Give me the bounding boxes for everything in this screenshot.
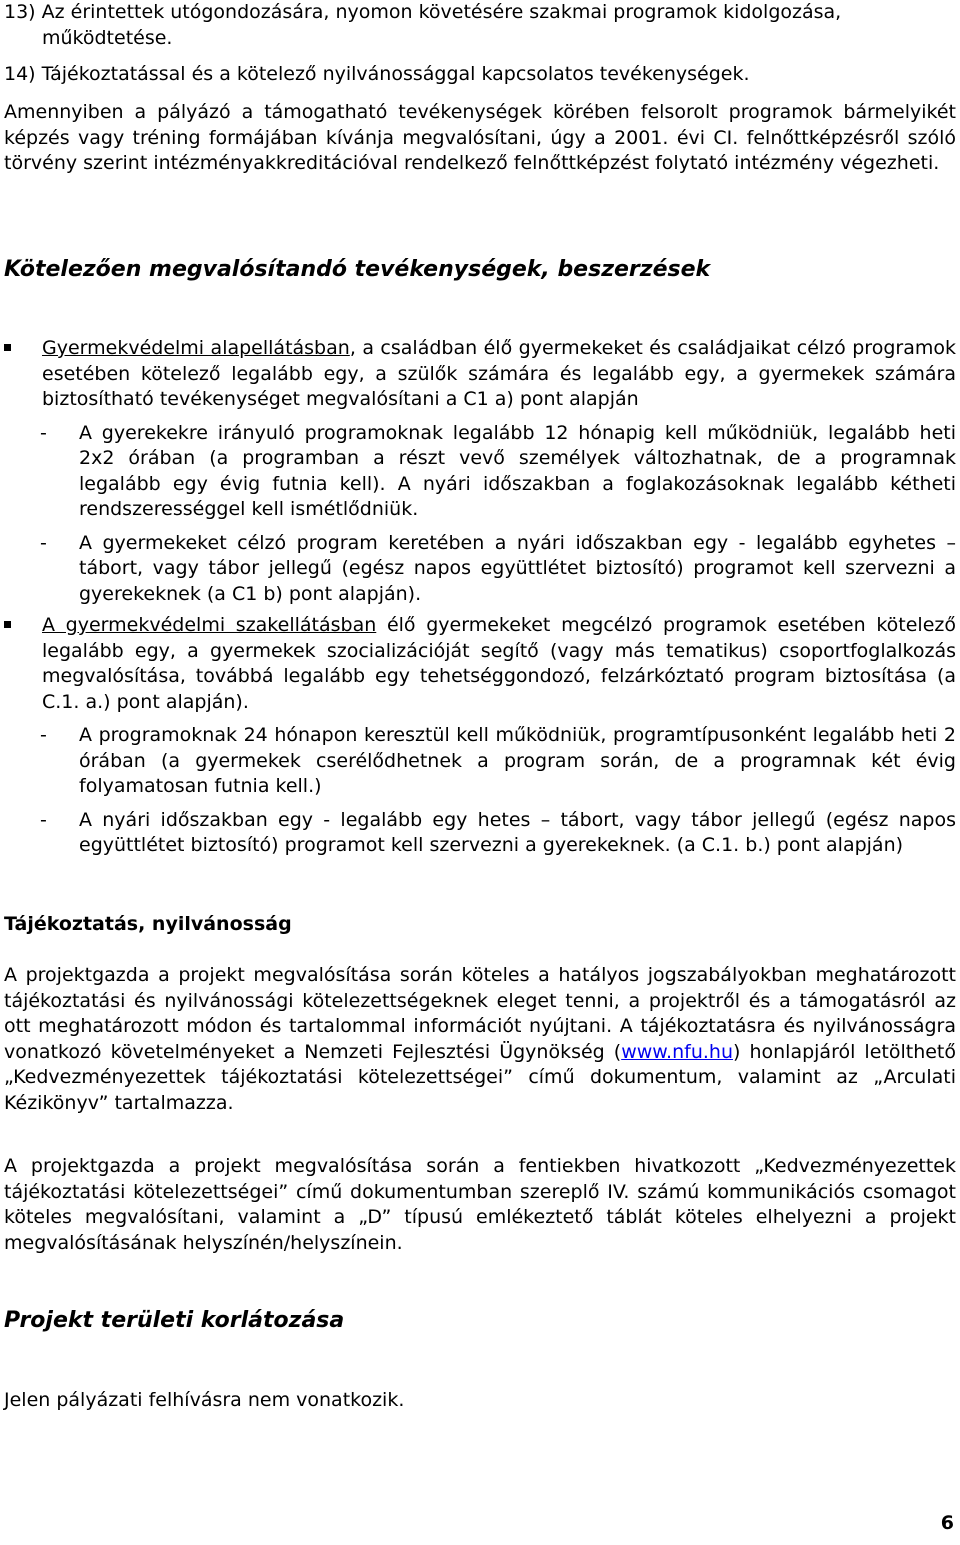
item-13 [4,0,956,51]
territory-text: Jelen pályázati felhívásra nem vonatkozik. [4,1389,405,1411]
territory-heading: Projekt területi korlátozása [4,1308,345,1333]
item-13-line1: 13) Az érintettek utógondozására, nyomon követésére szakmai programok kidolgozása, [4,1,842,23]
mandatory-list [4,336,956,859]
info-paragraph-2: A projektgazda a projekt megvalósítása során a fentiekben hivatkozott „Kedvezményezettek tájékoztatási kötelezettségei” című dokumentumban szereplő IV. számú kommunikációs csomagot köteles megvalósítani, valamint a „D” típusú emlékeztető táblát köteles elhelyezni a projekt megvalósításának helyszínén/helyszínein. [4,1155,956,1254]
special-care-dash-2-text: A nyári időszakban egy - legalább egy hetes – tábort, vagy tábor jellegű (egész napos együttlétet biztosító) programot kell szervezni a gyerekeknek. (a C.1. b.) pont alapján) [79,808,956,856]
basic-care-dash-2 [4,531,956,608]
bullet-square-icon [4,344,11,351]
bullet-square-icon [4,621,11,628]
training-paragraph: Amennyiben a pályázó a támogatható tevékenységek körében felsorolt programok bármelyikét képzés vagy tréning formájában kívánja megvalósítani, úgy a 2001. évi CI. felnőttképzésről szóló törvény szerint intézményakkreditációval rendelkező felnőttképzést folytató intézmény végezheti. [4,101,956,174]
bullet-basic-care [4,336,956,413]
special-care-dash-2 [4,808,956,859]
mandatory-heading: Kötelezően megvalósítandó tevékenységek, beszerzések [4,257,711,282]
item-14: 14) Tájékoztatással és a kötelező nyilvánossággal kapcsolatos tevékenységek. [4,63,750,85]
info-heading: Tájékoztatás, nyilvánosság [4,913,292,935]
dash-mark: - [40,808,47,831]
page-number: 6 [940,1512,954,1534]
bullet-special-care-text: élő gyermekeket megcélzó programok esetében kötelező legalább egy, a gyermekek szocializációját segítő (vagy más tematikus) csoportfoglalkozás megvalósítása, továbbá legalább egy tehetséggondozó, felzárkóztató program biztosítása (a C.1. a.) pont alapján). [42,614,956,713]
dash-mark: - [40,724,47,746]
special-care-dash-1 [4,723,956,800]
item-13-line2: működtetése. [42,26,173,49]
bullet-special-care [4,613,956,715]
bullet-special-care-title: A gyermekvédelmi szakellátásban [42,614,377,636]
basic-care-dash-1 [4,421,956,523]
basic-care-dash-1-text: A gyerekekre irányuló programoknak legalább 12 hónapig kell működniük, legalább heti 2x2 órában (a programban a részt vevő személyek változhatnak, de a programnak legalább egy évig futnia kell). A nyári időszakban a foglakozásoknak legalább kétheti rendszerességgel kell ismétlődniük. [79,421,956,520]
nfu-link[interactable]: www.nfu.hu [621,1040,733,1063]
info-p1-after: ) honlapjáról letölthető „Kedvezményezettek tájékoztatási kötelezettségei” című dokumentum, valamint az „Arculati Kézikönyv” tartalmazza. [4,1040,956,1114]
info-paragraph-1 [4,963,956,1116]
dash-mark: - [40,531,47,554]
bullet-basic-care-text: , a családban élő gyermekeket és családjaikat célzó programok esetében kötelező legalább egy, a szülők számára és legalább egy, a gyermekek számára biztosítható tevékenységet megvalósítani a C1 a) pont alapján [42,337,956,410]
special-care-dash-1-text: A programoknak 24 hónapon keresztül kell működniük, programtípusonként legalább heti 2 órában (a gyermekek cserélődhetnek a program során, de a programnak két évig folyamatosan futnia kell.) [79,724,956,797]
bullet-basic-care-title: Gyermekvédelmi alapellátásban [42,337,350,359]
info-p1-before: A projektgazda a projekt megvalósítása során köteles a hatályos jogszabályokban meghatározott tájékoztatási és nyilvánossági kötelezettségeknek eleget tenni, a projektről és a támogatásról az ott meghatározott módon és tartalommal információt nyújtani. A tájékoztatásra és nyilvánosságra vonatkozó követelményeket a Nemzeti Fejlesztési Ügynökség ( [4,964,956,1063]
basic-care-dash-2-text: A gyermekeket célzó program keretében a nyári időszakban egy - legalább egyhetes – tábort, vagy tábor jellegű (egész napos együttlétet biztosító) programot kell szervezni a gyerekeknek (a C1 b) pont alapján). [79,531,956,605]
dash-mark: - [40,421,47,444]
